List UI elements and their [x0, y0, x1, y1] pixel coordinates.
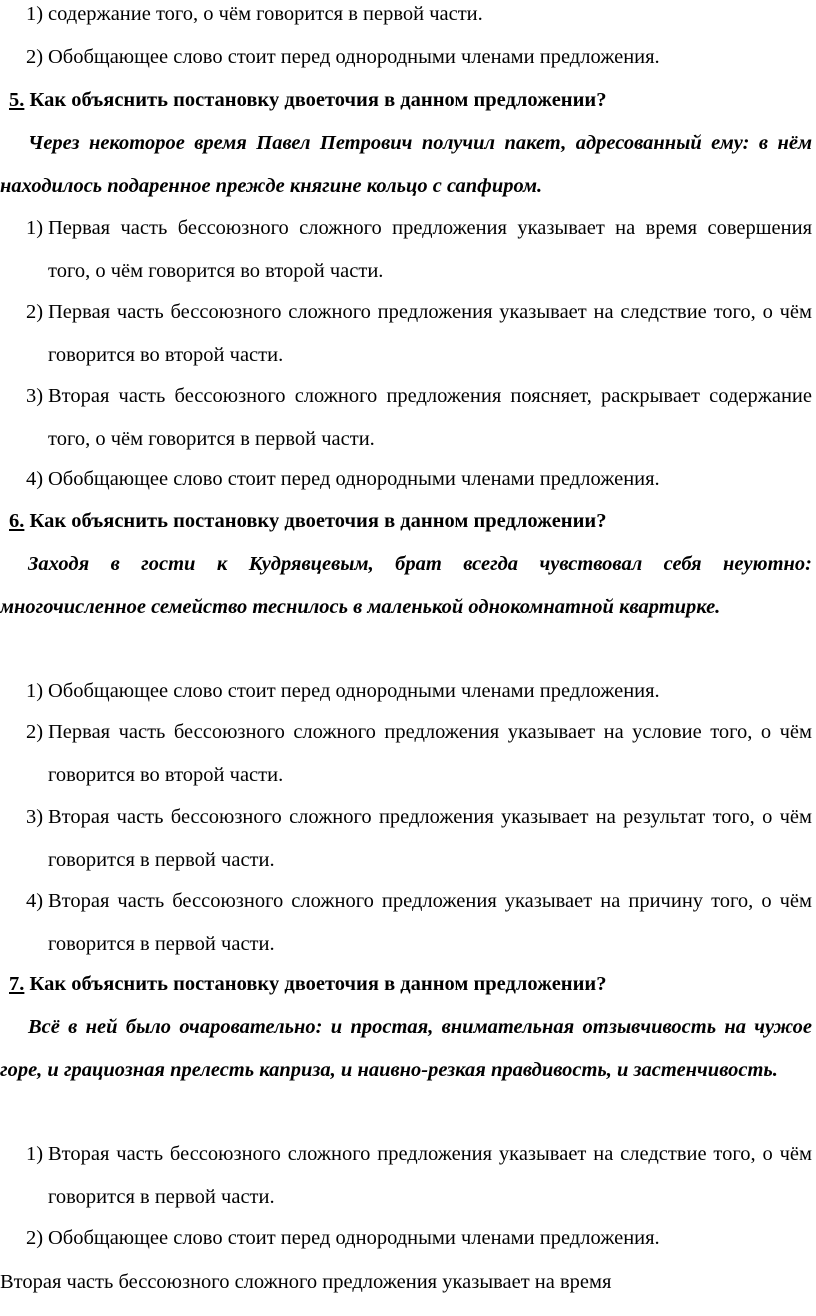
item-number: 2)	[26, 46, 44, 68]
example-sentence: Через некоторое время Павел Петрович получил пакет, адресованный ему: в нём находилось подаренное прежде княгине кольцо с сапфиром.	[0, 132, 812, 197]
option-number: 1)	[26, 1143, 44, 1165]
option-text: Первая часть бессоюзного сложного предложения указывает на условие того, о чём говорится во второй части.	[48, 721, 812, 786]
question-heading	[3, 970, 607, 998]
example-sentence: Всё в ней было очаровательно: и простая, внимательная отзывчивость на чужое горе, и грациозная прелесть каприза, и наивно-резкая правдивость, и застенчивость.	[0, 1016, 812, 1081]
item-text: содержание того, о чём говорится в первой части.	[48, 3, 483, 25]
option-text: Обобщающее слово стоит перед однородными членами предложения.	[48, 1227, 660, 1249]
continuation-text: Вторая часть бессоюзного сложного предложения указывает на время	[0, 1271, 612, 1293]
item-text: Обобщающее слово стоит перед однородными членами предложения.	[48, 46, 660, 68]
option-number: 4)	[26, 890, 44, 912]
option-text: Вторая часть бессоюзного сложного предложения указывает на результат того, о чём говорится в первой части.	[48, 806, 812, 871]
option-text: Вторая часть бессоюзного сложного предложения указывает на следствие того, о чём говорится в первой части.	[48, 1143, 812, 1208]
option-text: Вторая часть бессоюзного сложного предложения указывает на причину того, о чём говорится в первой части.	[48, 890, 812, 955]
item-number: 1)	[26, 3, 44, 25]
question-heading	[3, 86, 607, 114]
question-prompt: Как объяснить постановку двоеточия в данном предложении?	[29, 89, 607, 111]
option-number: 3)	[26, 385, 44, 407]
question-prompt: Как объяснить постановку двоеточия в данном предложении?	[29, 510, 607, 532]
option-number: 4)	[26, 468, 44, 490]
question-number: 6.	[9, 510, 25, 532]
option-number: 2)	[26, 1227, 44, 1249]
option-text: Первая часть бессоюзного сложного предложения указывает на следствие того, о чём говорится во второй части.	[48, 301, 812, 366]
question-number: 5.	[9, 89, 25, 111]
option-number: 1)	[26, 680, 44, 702]
option-number: 3)	[26, 806, 44, 828]
question-number: 7.	[9, 973, 25, 995]
question-heading	[3, 507, 607, 535]
option-text: Обобщающее слово стоит перед однородными членами предложения.	[48, 680, 660, 702]
option-number: 2)	[26, 721, 44, 743]
question-prompt: Как объяснить постановку двоеточия в данном предложении?	[29, 973, 607, 995]
option-text: Обобщающее слово стоит перед однородными членами предложения.	[48, 468, 660, 490]
option-text: Вторая часть бессоюзного сложного предложения поясняет, раскрывает содержание того, о чём говорится в первой части.	[48, 385, 812, 450]
option-number: 2)	[26, 301, 44, 323]
option-number: 1)	[26, 217, 44, 239]
example-sentence: Заходя в гости к Кудрявцевым, брат всегда чувствовал себя неуютно: многочисленное семейство теснилось в маленькой однокомнатной квартирке.	[0, 553, 812, 618]
option-text: Первая часть бессоюзного сложного предложения указывает на время совершения того, о чём говорится во второй части.	[48, 217, 812, 282]
